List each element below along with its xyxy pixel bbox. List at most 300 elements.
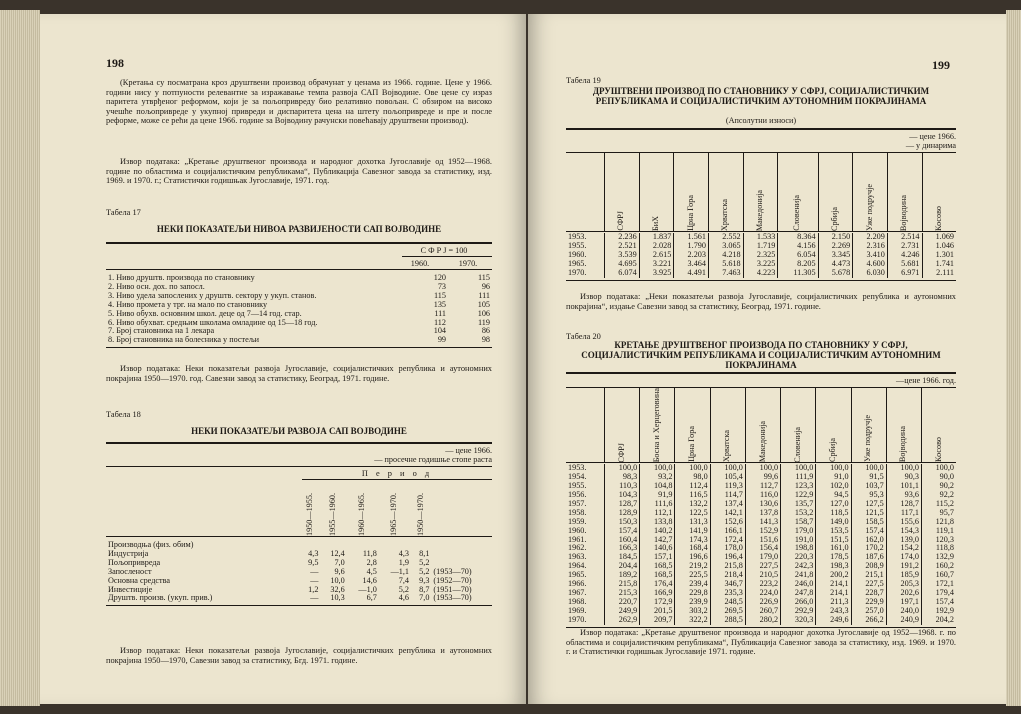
row-year: 1965. xyxy=(568,258,587,268)
column-header-text: Словенија xyxy=(792,426,802,463)
cell: 142,1 xyxy=(710,509,745,518)
cell: 257,0 xyxy=(851,607,886,616)
cell: 128,7 xyxy=(605,500,640,509)
cell: 5.678 xyxy=(818,269,853,278)
cell: 229,9 xyxy=(851,598,886,607)
cell: 235,3 xyxy=(710,589,745,598)
cell: (1952—70) xyxy=(433,575,472,585)
cell: 6.054 xyxy=(778,251,818,260)
row-label: Друштв. произв. (укуп. прив.) xyxy=(108,593,213,603)
cell: 115,2 xyxy=(921,500,956,509)
table17-col-1970: 1970. xyxy=(458,258,478,268)
cell: 208,9 xyxy=(851,562,886,571)
row-label: Производња (физ. обим) xyxy=(108,540,194,549)
cell: 103,7 xyxy=(851,482,886,491)
table17-col-1960: 1960. xyxy=(410,258,430,268)
row-year: 1967. xyxy=(568,587,587,597)
cell: 119 xyxy=(478,317,490,327)
cell: 179,0 xyxy=(745,553,780,562)
table20-title: КРЕТАЊЕ ДРУШТВЕНОГ ПРОИЗВОДА ПО СТАНОВНИКУ У СФРЈ, СОЦИЈАЛИСТИЧКИМ РЕПУБЛИКАМА И СОЦИЈАЛИСТИЧКИМ АУТОНОМНИМ ПОКРАЈИНАМА xyxy=(581,340,941,370)
cell: 142,7 xyxy=(640,536,675,545)
row-year: 1964. xyxy=(568,561,587,571)
table19-label: Табела 19 xyxy=(566,76,601,85)
column-header xyxy=(816,388,851,463)
cell: (1951—70) xyxy=(433,584,472,594)
cell: 10,3 xyxy=(330,593,345,603)
cell: 202,6 xyxy=(886,589,921,598)
cell: 320,3 xyxy=(781,616,816,625)
cell: 1.046 xyxy=(922,242,956,251)
cell: 189,2 xyxy=(605,571,640,580)
cell: 220,7 xyxy=(605,598,640,607)
cell: 215,8 xyxy=(710,562,745,571)
cell: 100,0 xyxy=(781,464,816,473)
column-header xyxy=(347,480,379,537)
cell: 106 xyxy=(477,308,490,318)
column-header xyxy=(640,388,675,463)
cell: 112,1 xyxy=(640,509,675,518)
cell: 5,2 xyxy=(419,557,430,567)
row-label: Инвестиције xyxy=(108,584,153,594)
cell: 2.209 xyxy=(853,233,888,242)
cell: 172,4 xyxy=(710,536,745,545)
row-label: 5. Ниво обухв. основним школ. деце од 7—14 год. стар. xyxy=(108,308,302,318)
cell: 4.473 xyxy=(818,260,853,269)
table-row xyxy=(106,336,492,345)
cell: 152,6 xyxy=(710,518,745,527)
table17-label: Табела 17 xyxy=(106,208,141,217)
cell: 160,7 xyxy=(921,571,956,580)
cell: 7,4 xyxy=(398,575,409,585)
cell: 100,0 xyxy=(640,464,675,473)
row-label: Индустрија xyxy=(108,548,149,558)
cell: 123,3 xyxy=(781,482,816,491)
table19-note-1: — цене 1966. xyxy=(909,132,956,141)
table18-period-header: П е р и о д xyxy=(361,468,433,478)
table-header-row xyxy=(106,480,492,537)
cell: 140,6 xyxy=(640,544,675,553)
cell: 118,5 xyxy=(816,509,851,518)
table18-note-1: — цене 1966. xyxy=(445,446,492,455)
cell: 96 xyxy=(481,281,490,291)
cell: 241,8 xyxy=(781,571,816,580)
cell: 3.925 xyxy=(639,269,674,278)
table19 xyxy=(566,128,956,281)
left-page xyxy=(40,14,526,704)
cell: 141,9 xyxy=(675,527,710,536)
column-header xyxy=(887,153,922,232)
cell: 137,4 xyxy=(710,500,745,509)
source-paragraph-3: Извор података: Неки показатељи развоја Југославије, социјалистичких република и аутономних покрајина 1950—1970, Савезни завод за статистику, Бгд. 1971. године. xyxy=(106,646,492,665)
cell: 247,8 xyxy=(781,589,816,598)
cell: 176,4 xyxy=(640,580,675,589)
cell: 227,5 xyxy=(745,562,780,571)
cell: 215,8 xyxy=(605,580,640,589)
cell: 166,9 xyxy=(640,589,675,598)
cell: 9,6 xyxy=(334,566,345,576)
cell: 100,0 xyxy=(605,464,640,473)
page-edges-left xyxy=(0,10,40,706)
cell xyxy=(431,550,492,559)
cell: 2.111 xyxy=(922,269,956,278)
cell: 2.552 xyxy=(708,233,743,242)
cell: 100,0 xyxy=(675,464,710,473)
cell: 227,5 xyxy=(851,580,886,589)
table20-body xyxy=(566,388,956,625)
cell: 99 xyxy=(437,335,446,345)
cell: 242,3 xyxy=(781,562,816,571)
cell: 156,4 xyxy=(745,544,780,553)
cell: 1.837 xyxy=(639,233,674,242)
table-row xyxy=(106,541,492,550)
cell: 92,2 xyxy=(921,491,956,500)
cell: 9,5 xyxy=(308,557,319,567)
column-header xyxy=(674,153,709,232)
cell: 211,3 xyxy=(816,598,851,607)
cell: 100,0 xyxy=(851,464,886,473)
cell: 218,4 xyxy=(710,571,745,580)
cell: 12,4 xyxy=(330,548,345,558)
cell: 157,4 xyxy=(851,527,886,536)
cell: 174,3 xyxy=(675,536,710,545)
cell: 248,5 xyxy=(710,598,745,607)
column-header-text: Словенија xyxy=(792,195,802,231)
column-header-text: Црна Гора xyxy=(687,426,697,463)
cell: 149,0 xyxy=(816,518,851,527)
column-header-text: Војводина xyxy=(899,194,909,231)
cell: 239,4 xyxy=(675,580,710,589)
cell: 3.410 xyxy=(853,251,888,260)
cell: 141,3 xyxy=(745,518,780,527)
cell: 1,9 xyxy=(398,557,409,567)
table18 xyxy=(106,442,492,606)
column-header xyxy=(853,153,888,232)
cell: — xyxy=(310,566,319,576)
cell: 8.205 xyxy=(778,260,818,269)
cell: 4.223 xyxy=(743,269,778,278)
cell: 121,8 xyxy=(921,518,956,527)
cell: 91,9 xyxy=(640,491,675,500)
cell: 86 xyxy=(481,326,490,336)
cell: 166,1 xyxy=(710,527,745,536)
cell: 153,2 xyxy=(781,509,816,518)
cell: 210,5 xyxy=(745,571,780,580)
cell: 158,7 xyxy=(781,518,816,527)
cell: 94,5 xyxy=(816,491,851,500)
cell: 161,0 xyxy=(816,544,851,553)
cell: 2.521 xyxy=(605,242,640,251)
table18-body xyxy=(106,480,492,603)
cell: 157,4 xyxy=(921,598,956,607)
cell: 4.156 xyxy=(778,242,818,251)
row-label: 8. Број становника на болесника у постељи xyxy=(108,335,260,345)
source-paragraph-4: Извор података: „Неки показатељи развоја Југославије, социјалистичких република и аутономних покрајина“, издање Савезни завод за статистику, Београд, 1971. године. xyxy=(566,292,956,311)
cell: 170,2 xyxy=(851,544,886,553)
row-year: 1960. xyxy=(568,249,587,259)
cell: 93,2 xyxy=(640,473,675,482)
cell: 90,2 xyxy=(921,482,956,491)
column-header-text: Уже подручје xyxy=(863,415,873,463)
cell: 98 xyxy=(481,335,490,345)
row-year: 1970. xyxy=(568,614,587,624)
cell: 137,8 xyxy=(745,509,780,518)
table20-note: —цене 1966. год. xyxy=(896,376,956,385)
cell: 4.246 xyxy=(887,251,922,260)
cell: 168,5 xyxy=(640,562,675,571)
column-header xyxy=(886,388,921,463)
cell: 178,5 xyxy=(816,553,851,562)
cell: 115 xyxy=(434,290,446,300)
cell: 6.074 xyxy=(605,269,640,278)
cell: 2.236 xyxy=(605,233,640,242)
column-header-text: 1955—1960. xyxy=(328,493,338,536)
cell: 223,2 xyxy=(745,580,780,589)
row-year: 1953. xyxy=(568,232,587,241)
column-header-text: Хрватска xyxy=(722,430,732,463)
cell: 2.615 xyxy=(639,251,674,260)
cell: 152,9 xyxy=(745,527,780,536)
cell: 100,0 xyxy=(886,464,921,473)
cell: 1.069 xyxy=(922,233,956,242)
cell: 214,1 xyxy=(816,580,851,589)
column-header-text: 1960—1965. xyxy=(357,493,367,536)
cell: 2.150 xyxy=(818,233,853,242)
cell: 112 xyxy=(434,317,446,327)
cell: 229,8 xyxy=(675,589,710,598)
cell: 6,7 xyxy=(366,593,377,603)
cell: 14,6 xyxy=(362,575,377,585)
column-header xyxy=(781,388,816,463)
cell: 179,0 xyxy=(781,527,816,536)
header-spacer xyxy=(106,480,300,537)
cell: 3.539 xyxy=(605,251,640,260)
cell: 153,5 xyxy=(816,527,851,536)
cell: 198,8 xyxy=(781,544,816,553)
cell: 2.316 xyxy=(853,242,888,251)
cell: 174,0 xyxy=(886,553,921,562)
cell: 118,8 xyxy=(921,544,956,553)
cell: 204,4 xyxy=(605,562,640,571)
cell: 8,7 xyxy=(419,584,430,594)
table17-group-header: С Ф Р Ј = 100 xyxy=(420,245,468,255)
cell: 215,3 xyxy=(605,589,640,598)
column-header xyxy=(710,388,745,463)
cell: 1.561 xyxy=(674,233,709,242)
row-year: 1962. xyxy=(568,543,587,553)
cell: 111 xyxy=(434,308,446,318)
column-header xyxy=(379,480,411,537)
column-header-text: Македонија xyxy=(755,189,764,231)
cell: 114,7 xyxy=(710,491,745,500)
cell: 280,2 xyxy=(745,616,780,625)
cell: 228,7 xyxy=(851,589,886,598)
cell: 104 xyxy=(433,326,446,336)
cell: 269,5 xyxy=(710,607,745,616)
row-year: 1965. xyxy=(568,570,587,580)
cell: 99,6 xyxy=(745,473,780,482)
row-label: Основна средства xyxy=(108,575,170,585)
column-header-text: Босна и Херцеговина xyxy=(651,388,661,463)
cell: 127,5 xyxy=(851,500,886,509)
header-spacer xyxy=(566,153,605,232)
column-header xyxy=(675,388,710,463)
source-paragraph-5: Извор података: „Кретање друштвеног производа и народног дохотка Југославије од 1952—1968. г. по областима и социјалистичким републикама“, Публикација Савезног завода за статистику, изд. 1969. и 1970. г. и Статистички годишњак Југославије 1971. године. xyxy=(566,628,956,657)
cell: 91,0 xyxy=(816,473,851,482)
cell: 2.731 xyxy=(887,242,922,251)
cell: 132,2 xyxy=(675,500,710,509)
cell: 2.325 xyxy=(743,251,778,260)
cell: 4.218 xyxy=(708,251,743,260)
cell: 197,1 xyxy=(886,598,921,607)
cell: 139,0 xyxy=(886,536,921,545)
table-row xyxy=(106,594,492,603)
cell: 5,2 xyxy=(398,584,409,594)
cell: 209,7 xyxy=(640,616,675,625)
page-number-left: 198 xyxy=(106,56,124,70)
cell: 90,3 xyxy=(886,473,921,482)
cell: 262,9 xyxy=(605,616,640,625)
cell: 166,3 xyxy=(605,544,640,553)
cell: 32,6 xyxy=(330,584,345,594)
row-year: 1963. xyxy=(568,552,587,562)
column-header xyxy=(605,388,640,463)
cell: 157,4 xyxy=(605,527,640,536)
cell: 11,8 xyxy=(362,548,377,558)
cell: 198,3 xyxy=(816,562,851,571)
row-year: 1960. xyxy=(568,525,587,535)
cell: 288,5 xyxy=(710,616,745,625)
column-header-text: СФРЈ xyxy=(616,211,626,231)
table18-note-2: — просечне годишње стопе раста xyxy=(374,455,492,464)
cell: 322,2 xyxy=(675,616,710,625)
cell: 98,0 xyxy=(675,473,710,482)
column-header xyxy=(778,153,818,232)
cell: (1953—70) xyxy=(433,593,472,603)
cell: 4,3 xyxy=(308,548,319,558)
table-row xyxy=(106,550,492,559)
table17-title: НЕКИ ПОКАЗАТЕЉИ НИВОА РАЗВИЈЕНОСТИ САП ВОЈВОДИНЕ xyxy=(156,224,442,234)
table-row xyxy=(566,269,956,278)
column-header xyxy=(745,388,780,463)
cell: 6.030 xyxy=(853,269,888,278)
cell: 192,9 xyxy=(921,607,956,616)
cell: 168,5 xyxy=(640,571,675,580)
row-label: 3. Ниво удела запослених у друштв. сектору у укуп. станов. xyxy=(108,290,317,300)
row-year: 1958. xyxy=(568,507,587,517)
cell: 135 xyxy=(433,299,446,309)
cell: 4.695 xyxy=(605,260,640,269)
cell: 249,6 xyxy=(816,616,851,625)
column-header xyxy=(300,480,320,537)
source-paragraph-1: Извор података: „Кретање друштвеног производа и народног дохотка Југославије од 1952—1968. године по областима и социјалистичким републикама“, Публикација Савезног завода за статистику, изд. 1969. и 1970. г.; Статистички годишњак Југославије, 1971. год. xyxy=(106,157,492,186)
column-header-text: Србија xyxy=(829,206,839,231)
cell: 196,6 xyxy=(675,553,710,562)
cell: 243,3 xyxy=(816,607,851,616)
row-year: 1959. xyxy=(568,516,587,526)
cell: 112,7 xyxy=(745,482,780,491)
row-year: 1969. xyxy=(568,605,587,615)
cell: 184,5 xyxy=(605,553,640,562)
table-header-row xyxy=(566,388,956,463)
cell: 133,8 xyxy=(640,518,675,527)
cell: 4.491 xyxy=(674,269,709,278)
row-year: 1953. xyxy=(568,463,587,473)
cell: 4,6 xyxy=(398,593,409,603)
cell: 111,9 xyxy=(781,473,816,482)
cell: 3.065 xyxy=(708,242,743,251)
table20-label: Табела 20 xyxy=(566,332,601,341)
cell: 2,8 xyxy=(366,557,377,567)
cell: 5.681 xyxy=(887,260,922,269)
cell: 110,3 xyxy=(605,482,640,491)
column-header-text: Хрватска xyxy=(720,199,730,231)
cell: 160,4 xyxy=(605,536,640,545)
column-header xyxy=(921,388,956,463)
cell: 3.345 xyxy=(818,251,853,260)
cell: 249,9 xyxy=(605,607,640,616)
row-label: 1. Ниво друштв. производа по становнику xyxy=(108,273,255,282)
cell: 8.364 xyxy=(778,233,818,242)
cell: 191,0 xyxy=(781,536,816,545)
cell: 205,3 xyxy=(886,580,921,589)
cell: 1.741 xyxy=(922,260,956,269)
cell: 127,0 xyxy=(816,500,851,509)
cell: 172,9 xyxy=(640,598,675,607)
cell: 119,1 xyxy=(921,527,956,536)
row-year: 1966. xyxy=(568,579,587,589)
table-row xyxy=(566,616,956,625)
source-paragraph-2: Извор података: Неки показатељи развоја Југославије, социјалистичких република и аутономних покрајина 1950—1970. год. Савезни завод за статистику, Београд, 1971. године. xyxy=(106,364,492,383)
column-header xyxy=(743,153,778,232)
table17-body xyxy=(106,274,492,345)
row-label: Пољопривреда xyxy=(108,557,161,567)
cell: 4.600 xyxy=(853,260,888,269)
cell: 73 xyxy=(437,281,446,291)
cell: 266,0 xyxy=(781,598,816,607)
cell: 119,3 xyxy=(710,482,745,491)
cell: 130,6 xyxy=(745,500,780,509)
row-year: 1954. xyxy=(568,472,587,482)
table20 xyxy=(566,372,956,628)
cell: 191,2 xyxy=(886,562,921,571)
cell: 5.618 xyxy=(708,260,743,269)
header-spacer xyxy=(566,388,605,463)
cell: 178,0 xyxy=(710,544,745,553)
cell: —1,0 xyxy=(358,584,377,594)
cell: 10,0 xyxy=(330,575,345,585)
cell: 219,2 xyxy=(675,562,710,571)
row-label: Запосленост xyxy=(108,566,152,576)
cell: 2.514 xyxy=(887,233,922,242)
column-header xyxy=(639,153,674,232)
cell: 7,0 xyxy=(419,593,430,603)
column-header-text: БиХ xyxy=(651,216,661,231)
right-page xyxy=(528,14,1006,704)
column-header-text: СФРЈ xyxy=(616,442,626,463)
intro-paragraph: (Кретања су посматрана кроз друштвени производ обрачунат у ценама из 1966. године. Цене у 1966. години нису у потпуности релевантне за изражавање темпа развоја САП Војводине. Ове цене су израз паритета утврђеног реформом, који је за пољопривреду био релативно повољан. С обзиром на високо учешће пољопривреде у укупној привреди и диспаритета цена на штету пољопривреде и пре и после реформе, може се рећи да цене 1966. године за Војводину рачунски повећавају друштвени производ). xyxy=(106,78,492,126)
table17 xyxy=(106,242,492,348)
cell: 7.463 xyxy=(708,269,743,278)
column-header-text: Косово xyxy=(933,437,943,463)
row-label: 4. Ниво промета у трг. на мало по становнику xyxy=(108,299,268,309)
cell: 131,3 xyxy=(675,518,710,527)
cell: 154,3 xyxy=(886,527,921,536)
row-label: 7. Број становника на 1 лекара xyxy=(108,326,215,336)
column-header-text: 1950—1955. xyxy=(304,493,314,536)
cell: 135,7 xyxy=(781,500,816,509)
cell: 1.301 xyxy=(922,251,956,260)
column-header xyxy=(708,153,743,232)
